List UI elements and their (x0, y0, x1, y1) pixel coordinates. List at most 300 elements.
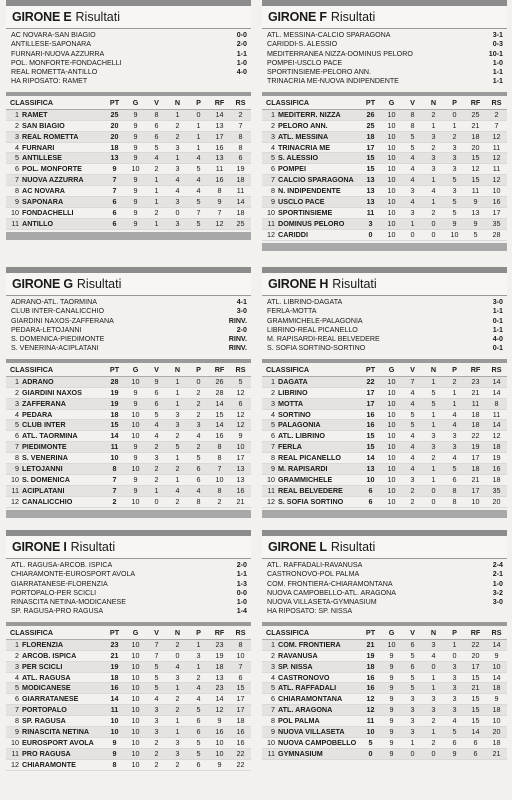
header-g: G (381, 626, 402, 640)
header-rf: RF (465, 96, 486, 110)
match-row (267, 580, 503, 589)
match-teams: SP. RAGUSA-PRO RAGUSA (11, 607, 104, 616)
stat-v: 4 (402, 453, 423, 464)
team-cell (262, 197, 360, 208)
stat-p: 7 (188, 207, 209, 218)
table-row (6, 716, 251, 727)
stat-rf: 19 (465, 442, 486, 453)
header-rf: RF (209, 96, 230, 110)
stat-rs: 8 (230, 639, 251, 650)
stat-p: 6 (444, 474, 465, 485)
group-bottom-bar (262, 243, 507, 251)
team-position: 3 (15, 398, 19, 408)
header-v: V (402, 626, 423, 640)
stat-g: 10 (381, 398, 402, 409)
stat-rs: 18 (230, 207, 251, 218)
stat-v: 6 (402, 661, 423, 672)
stat-rs: 12 (486, 175, 507, 186)
stat-rs: 17 (230, 705, 251, 716)
stat-rf: 8 (209, 453, 230, 464)
team-cell (262, 131, 360, 142)
header-classifica: CLASSIFICA (262, 626, 360, 640)
stat-g: 10 (125, 650, 146, 661)
table-row (262, 496, 507, 507)
team-cell (262, 387, 360, 398)
team-position: 1 (15, 109, 19, 119)
stat-g: 10 (381, 186, 402, 197)
results-label: Risultati (75, 10, 120, 24)
team-cell (6, 186, 104, 197)
stat-n: 1 (423, 376, 444, 387)
standings-table (262, 96, 507, 241)
standings-header (6, 96, 251, 110)
stat-n: 1 (167, 716, 188, 727)
team-cell (262, 120, 360, 131)
table-row (6, 683, 251, 694)
stat-pt: 16 (360, 420, 381, 431)
stat-p: 4 (188, 683, 209, 694)
stat-rs: 18 (486, 683, 507, 694)
group-title (6, 273, 251, 296)
stat-rs: 16 (230, 727, 251, 738)
stat-rf: 6 (465, 737, 486, 748)
header-p: P (444, 96, 465, 110)
match-results (262, 559, 507, 619)
stat-v: 3 (402, 186, 423, 197)
stat-n: 1 (423, 175, 444, 186)
stat-v: 3 (146, 705, 167, 716)
stat-v: 9 (146, 376, 167, 387)
match-teams: CASTRONOVO-POL PALMA (267, 570, 360, 579)
table-row (6, 727, 251, 738)
stat-pt: 19 (360, 650, 381, 661)
stat-pt: 10 (360, 727, 381, 738)
stat-v: 1 (146, 485, 167, 496)
stat-p: 2 (188, 398, 209, 409)
team-cell (262, 229, 360, 240)
stat-p: 1 (188, 661, 209, 672)
stat-p: 6 (188, 727, 209, 738)
team-position: 8 (15, 716, 19, 726)
stat-rf: 21 (465, 474, 486, 485)
stat-pt: 6 (360, 496, 381, 507)
stat-n: 2 (167, 639, 188, 650)
stat-rs: 8 (230, 131, 251, 142)
team-cell (6, 661, 104, 672)
team-name: REAL ROMETTA (22, 131, 79, 141)
team-position: 3 (15, 131, 19, 141)
stat-g: 9 (381, 748, 402, 759)
table-row (6, 737, 251, 748)
table-row (6, 661, 251, 672)
match-results (262, 29, 507, 89)
table-row (262, 716, 507, 727)
stat-g: 10 (381, 442, 402, 453)
standings-body (6, 639, 251, 770)
stat-g: 10 (125, 164, 146, 175)
stat-n: 3 (423, 164, 444, 175)
team-cell (6, 131, 104, 142)
stat-v: 5 (402, 420, 423, 431)
team-name: CHIARAMONTE (22, 759, 76, 769)
team-name: TRINACRIA ME (278, 142, 331, 152)
match-score: 3-0 (492, 298, 503, 306)
header-v: V (146, 363, 167, 377)
stat-rf: 22 (465, 639, 486, 650)
team-position: 6 (271, 164, 275, 174)
stat-v: 4 (402, 175, 423, 186)
match-score: 0-1 (492, 344, 503, 353)
standings-body (262, 376, 507, 507)
team-name: M. RAPISARDI (278, 464, 328, 474)
team-position: 4 (15, 672, 19, 682)
match-row (267, 561, 503, 570)
match-teams: HA RIPOSATO: SP. NISSA (267, 607, 353, 616)
match-teams: PORTOPALO-PER SCICLI (11, 588, 97, 597)
stat-n: 3 (167, 142, 188, 153)
match-teams: REAL ROMETTA-ANTILLO (11, 68, 98, 77)
match-row (11, 570, 247, 579)
group-bottom-bar (262, 510, 507, 518)
stat-rs: 18 (486, 442, 507, 453)
stat-pt: 19 (104, 661, 125, 672)
team-name: FERLA (278, 442, 302, 452)
stat-rf: 16 (209, 175, 230, 186)
group-block-l (262, 530, 507, 760)
stat-v: 6 (402, 639, 423, 650)
stat-g: 9 (125, 131, 146, 142)
stat-p: 6 (188, 759, 209, 770)
header-pt: PT (104, 96, 125, 110)
team-position: 10 (11, 737, 19, 747)
stat-pt: 22 (360, 376, 381, 387)
team-cell (262, 175, 360, 186)
match-row (11, 31, 247, 40)
stat-v: 2 (146, 748, 167, 759)
match-row (267, 50, 503, 59)
header-g: G (125, 626, 146, 640)
stat-g: 10 (125, 661, 146, 672)
team-name: ATL. RAFFADALI (278, 683, 337, 693)
table-row (262, 431, 507, 442)
table-row (262, 229, 507, 240)
stat-n: 0 (423, 496, 444, 507)
table-row (6, 207, 251, 218)
stat-n: 1 (167, 387, 188, 398)
team-position: 10 (267, 737, 275, 747)
stat-n: 1 (167, 474, 188, 485)
stat-pt: 10 (360, 474, 381, 485)
stat-rf: 11 (465, 398, 486, 409)
header-rs: RS (230, 363, 251, 377)
stat-p: 1 (444, 398, 465, 409)
stat-pt: 12 (360, 694, 381, 705)
team-position: 5 (271, 153, 275, 163)
stat-p: 9 (444, 218, 465, 229)
stat-n: 2 (167, 496, 188, 507)
stat-rf: 18 (465, 131, 486, 142)
match-score: 4-0 (492, 335, 503, 344)
stat-rf: 13 (465, 207, 486, 218)
stat-rs: 19 (486, 453, 507, 464)
header-classifica: CLASSIFICA (262, 96, 360, 110)
team-position: 9 (271, 464, 275, 474)
table-row (262, 485, 507, 496)
stat-pt: 23 (104, 639, 125, 650)
stat-rs: 8 (230, 142, 251, 153)
match-score: 1-3 (236, 579, 247, 588)
match-score: RINV. (228, 335, 247, 344)
team-cell (262, 420, 360, 431)
table-row (262, 376, 507, 387)
stat-n: 3 (423, 131, 444, 142)
team-name: PRO RAGUSA (22, 748, 71, 758)
team-name: PORTOPALO (22, 705, 67, 715)
stat-g: 10 (125, 496, 146, 507)
match-teams: ATL. LIBRINO-DAGATA (267, 298, 343, 306)
match-teams: HA RIPOSATO: RAMET (11, 77, 88, 86)
stat-rs: 12 (486, 431, 507, 442)
stat-rf: 9 (465, 197, 486, 208)
team-cell (6, 376, 104, 387)
table-row (262, 131, 507, 142)
match-teams: AC NOVARA-SAN BIAGIO (11, 31, 96, 39)
stat-rs: 7 (486, 120, 507, 131)
stat-rf: 21 (465, 683, 486, 694)
header-rs: RS (230, 626, 251, 640)
stat-rs: 10 (230, 650, 251, 661)
stat-v: 3 (402, 705, 423, 716)
header-classifica: CLASSIFICA (262, 363, 360, 377)
team-position: 4 (271, 409, 275, 419)
stat-rs: 12 (230, 409, 251, 420)
stat-v: 2 (146, 164, 167, 175)
header-rf: RF (465, 626, 486, 640)
team-position: 3 (271, 661, 275, 671)
stat-v: 3 (402, 716, 423, 727)
match-teams: ATL. RAFFADALI-RAVANUSA (267, 561, 363, 569)
team-name: AC NOVARA (22, 186, 65, 196)
stat-pt: 28 (104, 376, 125, 387)
stat-pt: 15 (360, 442, 381, 453)
results-label: Risultati (332, 277, 377, 291)
stat-rf: 6 (465, 748, 486, 759)
header-n: N (167, 363, 188, 377)
team-position: 12 (11, 496, 19, 506)
stat-g: 10 (381, 229, 402, 240)
stat-v: 4 (402, 153, 423, 164)
match-score: 2-4 (492, 561, 503, 569)
stat-p: 4 (188, 186, 209, 197)
stat-g: 9 (381, 737, 402, 748)
stat-rs: 9 (230, 431, 251, 442)
team-name: PIEDIMONTE (22, 442, 67, 452)
stat-rf: 15 (465, 716, 486, 727)
stat-rs: 12 (230, 387, 251, 398)
team-name: POL PALMA (278, 716, 320, 726)
stat-v: 1 (402, 737, 423, 748)
stat-v: 3 (402, 474, 423, 485)
team-name: RINASCITA NETINA (22, 727, 90, 737)
stat-pt: 15 (104, 420, 125, 431)
stat-p: 6 (188, 716, 209, 727)
stat-g: 9 (125, 485, 146, 496)
team-position: 9 (271, 727, 275, 737)
stat-pt: 15 (360, 164, 381, 175)
stat-rf: 14 (209, 109, 230, 120)
team-cell (6, 398, 104, 409)
header-v: V (146, 96, 167, 110)
stat-n: 2 (423, 737, 444, 748)
stat-rs: 13 (230, 464, 251, 475)
team-position: 8 (271, 716, 275, 726)
stat-v: 2 (146, 759, 167, 770)
standings-body (6, 109, 251, 229)
match-score: 1-0 (492, 579, 503, 588)
team-name: COM. FRONTIERA (278, 639, 341, 649)
stat-pt: 9 (104, 748, 125, 759)
stat-p: 8 (188, 496, 209, 507)
stat-rs: 5 (230, 376, 251, 387)
stat-rf: 14 (465, 727, 486, 738)
team-name: SAN BIAGIO (22, 120, 65, 130)
stat-v: 1 (146, 186, 167, 197)
table-row (262, 748, 507, 759)
stat-g: 9 (125, 474, 146, 485)
stat-pt: 12 (360, 705, 381, 716)
stat-pt: 8 (104, 464, 125, 475)
match-score: 0-3 (492, 40, 503, 49)
stat-n: 0 (423, 661, 444, 672)
stat-p: 0 (188, 376, 209, 387)
stat-g: 10 (125, 639, 146, 650)
stat-pt: 6 (104, 218, 125, 229)
team-cell (6, 705, 104, 716)
match-score: 1-0 (492, 58, 503, 67)
standings-header (6, 363, 251, 377)
stat-rs: 18 (486, 474, 507, 485)
stat-n: 3 (167, 197, 188, 208)
match-score: 2-0 (236, 325, 247, 334)
stat-g: 10 (381, 197, 402, 208)
table-row (6, 453, 251, 464)
group-name: GIRONE I (12, 540, 67, 554)
team-position: 9 (15, 197, 19, 207)
team-name: PER SCICLI (22, 661, 63, 671)
stat-v: 5 (402, 683, 423, 694)
stat-v: 4 (402, 398, 423, 409)
stat-pt: 16 (360, 409, 381, 420)
team-position: 5 (15, 420, 19, 430)
match-row (267, 59, 503, 68)
stat-g: 10 (125, 759, 146, 770)
stat-p: 9 (444, 748, 465, 759)
team-position: 1 (271, 376, 275, 386)
stat-p: 0 (188, 109, 209, 120)
group-bottom-bar (6, 510, 251, 518)
team-name: NUOVA CAMPOBELLO (278, 737, 357, 747)
team-name: CHIARAMONTANA (278, 694, 343, 704)
stat-n: 1 (423, 683, 444, 694)
team-cell (262, 442, 360, 453)
stat-v: 5 (146, 661, 167, 672)
stat-g: 10 (125, 727, 146, 738)
stat-rs: 7 (230, 120, 251, 131)
stat-p: 2 (188, 672, 209, 683)
team-name: ANTILLESE (22, 153, 62, 163)
match-row (267, 607, 503, 616)
team-cell (6, 409, 104, 420)
team-name: REAL BELVEDERE (278, 485, 343, 495)
match-results (262, 296, 507, 356)
team-cell (6, 164, 104, 175)
team-name: MODICANESE (22, 683, 71, 693)
stat-p: 3 (444, 694, 465, 705)
stat-g: 10 (125, 683, 146, 694)
stat-v: 3 (402, 727, 423, 738)
team-cell (6, 175, 104, 186)
team-name: ATL. RAGUSA (22, 672, 71, 682)
stat-g: 10 (125, 431, 146, 442)
match-row (11, 40, 247, 49)
stat-rs: 10 (486, 186, 507, 197)
group-block-g (6, 267, 251, 518)
stat-p: 8 (444, 485, 465, 496)
team-position: 8 (15, 186, 19, 196)
stat-rf: 23 (209, 639, 230, 650)
stat-n: 0 (423, 218, 444, 229)
stat-rf: 9 (209, 716, 230, 727)
results-label: Risultati (76, 277, 122, 291)
stat-rf: 10 (465, 496, 486, 507)
stat-p: 5 (188, 197, 209, 208)
stat-pt: 18 (104, 142, 125, 153)
match-row (267, 570, 503, 579)
stat-rf: 17 (465, 485, 486, 496)
team-position: 11 (267, 748, 275, 758)
stat-pt: 14 (360, 453, 381, 464)
stat-rf: 21 (465, 387, 486, 398)
team-name: PALAGONIA (278, 420, 321, 430)
stat-rs: 18 (230, 716, 251, 727)
stat-pt: 14 (104, 694, 125, 705)
stat-rs: 14 (486, 376, 507, 387)
stat-rf: 11 (209, 164, 230, 175)
team-name: NUOVA VILLASETA (278, 727, 345, 737)
stat-p: 2 (444, 376, 465, 387)
match-score: 3-0 (492, 598, 503, 607)
stat-g: 9 (381, 683, 402, 694)
stat-rf: 17 (209, 131, 230, 142)
stat-n: 0 (423, 485, 444, 496)
match-teams: GRAMMICHELE-PALAGONIA (267, 316, 363, 325)
match-row (11, 326, 247, 335)
stat-p: 5 (444, 197, 465, 208)
stat-pt: 20 (104, 131, 125, 142)
match-score: 3-0 (236, 307, 247, 316)
standings-header (262, 96, 507, 110)
team-cell (6, 453, 104, 464)
header-p: P (444, 363, 465, 377)
stat-n: 5 (423, 387, 444, 398)
team-position: 5 (271, 683, 275, 693)
table-row (262, 142, 507, 153)
team-name: ADRANO (22, 376, 54, 386)
stat-p: 1 (188, 639, 209, 650)
stat-pt: 3 (360, 218, 381, 229)
group-name: GIRONE L (268, 540, 327, 554)
stat-rf: 15 (209, 409, 230, 420)
